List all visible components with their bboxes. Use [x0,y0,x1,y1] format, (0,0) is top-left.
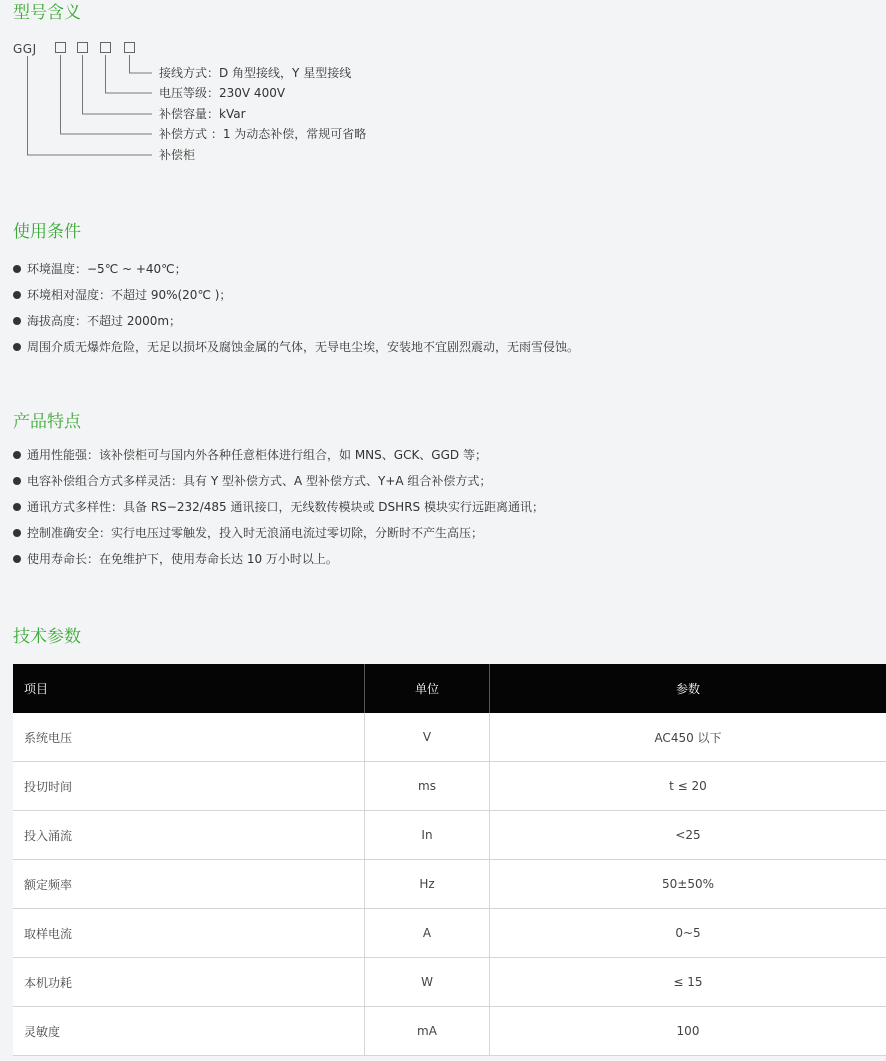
row-unit: In [365,811,490,860]
bullet-icon [13,317,21,325]
connector-line-4 [61,55,153,134]
row-item: 额定频率 [13,860,365,909]
row-value: <25 [490,811,886,860]
connector-line-1 [130,55,153,73]
row-unit: V [365,713,490,762]
row-unit: mA [365,1007,490,1056]
table-row [13,762,886,811]
column-header-unit: 单位 [365,664,490,713]
tech-params-table [13,664,886,1056]
row-item: 投入涌流 [13,811,365,860]
model-meaning-3: 补偿容量：kVar [159,107,246,121]
model-meaning-2: 电压等级：230V 400V [159,86,286,100]
row-item: 本机功耗 [13,958,365,1007]
row-value: 100 [490,1007,886,1056]
bullet-icon [13,291,21,299]
row-item: 系统电压 [13,713,365,762]
model-section-title: 型号含义 [13,3,81,23]
list-item: 海拔高度：不超过 2000m； [13,314,579,340]
list-item: 通讯方式多样性：具备 RS−232/485 通讯接口，无线数传模块或 DSHRS 模块实行远距离通讯； [13,500,544,526]
list-item: 环境温度：−5℃ ~ +40℃； [13,262,579,288]
bullet-icon [13,555,21,563]
model-meaning-1: 接线方式：D 角型接线，Y 星型接线 [159,66,352,80]
table-row [13,860,886,909]
list-item: 使用寿命长：在免维护下，使用寿命长达 10 万小时以上。 [13,552,544,578]
row-item: 取样电流 [13,909,365,958]
column-header-item: 项目 [13,664,365,713]
table-row [13,1007,886,1056]
column-header-value: 参数 [490,664,886,713]
conditions-list [13,262,579,366]
table-row [13,713,886,762]
list-item: 环境相对湿度：不超过 90%(20℃ )； [13,288,579,314]
model-connector-lines [0,0,200,170]
bullet-icon [13,503,21,511]
row-unit: A [365,909,490,958]
conditions-section-title: 使用条件 [13,222,81,242]
row-unit: W [365,958,490,1007]
tech-section-title: 技术参数 [13,627,81,647]
list-item: 电容补偿组合方式多样灵活：具有 Y 型补偿方式、A 型补偿方式、Y+A 组合补偿方式； [13,474,544,500]
row-unit: Hz [365,860,490,909]
row-value: AC450 以下 [490,713,886,762]
row-unit: ms [365,762,490,811]
table-row [13,811,886,860]
model-meaning-4: 补偿方式 ：1 为动态补偿，常规可省略 [159,127,367,141]
bullet-icon [13,529,21,537]
connector-line-3 [83,55,153,114]
list-item: 控制准确安全：实行电压过零触发，投入时无浪涌电流过零切除，分断时不产生高压； [13,526,544,552]
row-value: t ≤ 20 [490,762,886,811]
bullet-icon [13,343,21,351]
row-value: ≤ 15 [490,958,886,1007]
bullet-icon [13,265,21,273]
features-list [13,448,544,578]
connector-line-5 [28,56,153,155]
table-row [13,909,886,958]
model-meaning-5: 补偿柜 [159,148,196,162]
row-item: 灵敏度 [13,1007,365,1056]
bullet-icon [13,451,21,459]
row-value: 50±50% [490,860,886,909]
table-header-row [13,664,886,713]
features-section-title: 产品特点 [13,412,81,432]
list-item: 通用性能强：该补偿柜可与国内外各种任意柜体进行组合，如 MNS、GCK、GGD 等； [13,448,544,474]
connector-line-2 [106,55,153,93]
list-item: 周围介质无爆炸危险，无足以损坏及腐蚀金属的气体，无导电尘埃，安装地不宜剧烈震动，无雨雪侵蚀。 [13,340,579,366]
row-item: 投切时间 [13,762,365,811]
model-code: GGJ [13,42,37,56]
bullet-icon [13,477,21,485]
row-value: 0~5 [490,909,886,958]
table-row [13,958,886,1007]
